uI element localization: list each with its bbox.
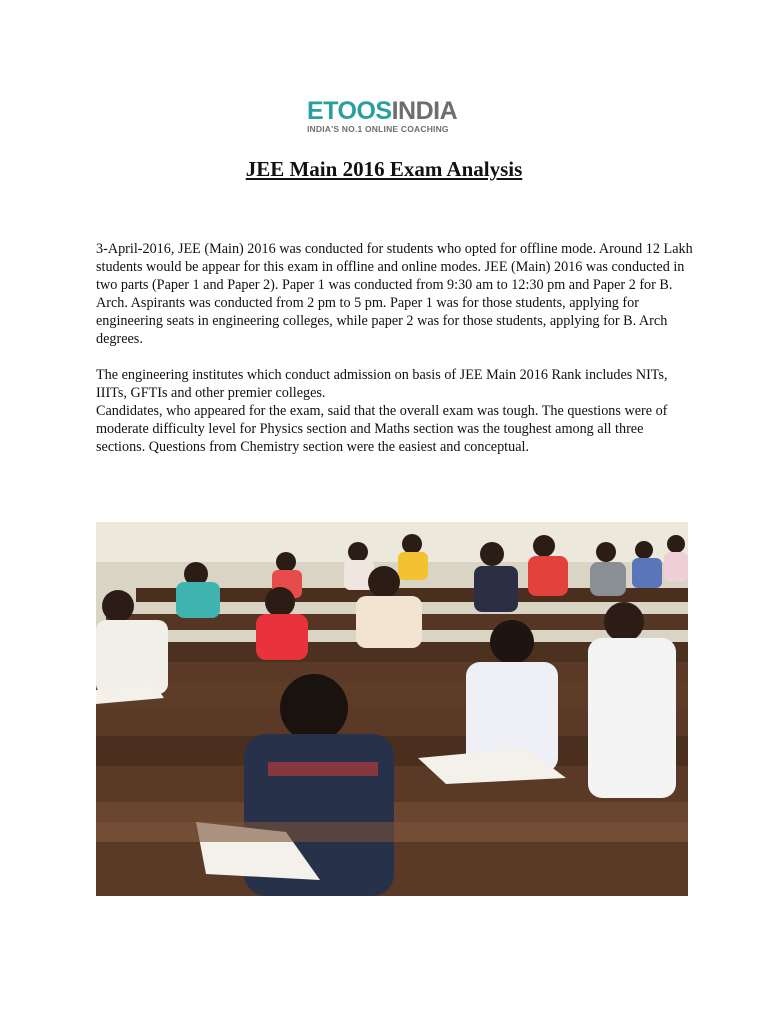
exam-hall-photo: [96, 522, 688, 896]
paragraph-institutes: The engineering institutes which conduct admission on basis of JEE Main 2016 Rank includes NITs, IIITs, GFTIs and other premier colleges.: [96, 367, 668, 401]
logo-wordmark: [307, 98, 467, 124]
logo-tagline: INDIA'S NO.1 ONLINE COACHING: [307, 124, 449, 134]
document-body: [96, 240, 696, 456]
document-title: JEE Main 2016 Exam Analysis: [245, 157, 523, 181]
etoosindia-logo: [307, 98, 467, 138]
logo-brand-part2: INDIA: [391, 97, 458, 125]
exam-hall-illustration: [96, 522, 688, 896]
logo-brand-part1: ETOOS: [307, 97, 392, 125]
paragraph-difficulty: Candidates, who appeared for the exam, said that the overall exam was tough. The questions were of moderate difficulty level for Physics section and Maths section was the toughest among all three sections. Questions from Chemistry section were the easiest and conceptual.: [96, 403, 668, 455]
paragraph-exam-overview: 3-April-2016, JEE (Main) 2016 was conducted for students who opted for offline mode. Around 12 Lakh students would be appear for this exam in offline and online modes. JEE (Main) 2016 was conducted in two parts (Paper 1 and Paper 2). Paper 1 was conducted from 9:30 am to 12:30 pm and Paper 2 for B. Arch. Aspirants was conducted from 2 pm to 5 pm. Paper 1 was for those students, applying for engineering seats in engineering colleges, while paper 2 was for those students, applying for B. Arch degrees.: [96, 241, 693, 347]
